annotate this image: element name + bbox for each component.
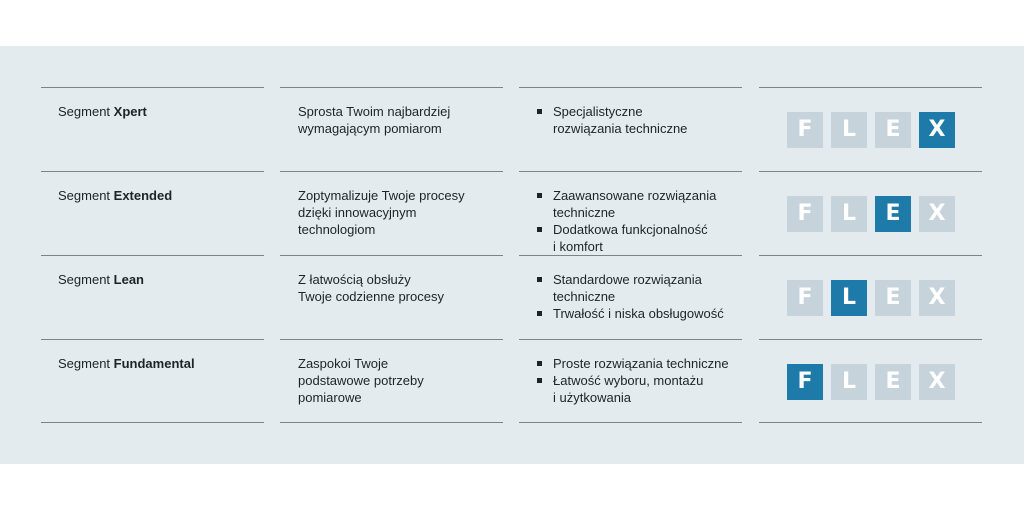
flex-letter-l: L (831, 364, 867, 400)
flex-letter-x: X (919, 364, 955, 400)
description-line: pomiarowe (298, 390, 362, 405)
flex-cell (759, 255, 982, 338)
segment-label (58, 356, 195, 371)
description-line: Sprosta Twoim najbardziej (298, 104, 451, 119)
description-line: Zaspokoi Twoje (298, 356, 389, 371)
segment-label (58, 188, 172, 203)
flex-letter-e: E (875, 280, 911, 316)
flex-letter-e: E (875, 364, 911, 400)
description-line: wymagającym pomiarom (298, 121, 442, 136)
feature-list (535, 355, 740, 406)
flex-letter-x: X (919, 280, 955, 316)
description-text (298, 355, 498, 406)
segment-name: Fundamental (113, 356, 195, 371)
bullet-icon (537, 378, 542, 383)
feature-line: rozwiązania techniczne (553, 121, 688, 136)
features-cell (519, 339, 742, 423)
flex-letter-f: F (787, 112, 823, 148)
segment-prefix: Segment (58, 104, 114, 119)
flex-indicator-column (759, 87, 982, 423)
feature-list (535, 103, 740, 137)
segment-cell (41, 255, 264, 338)
features-cell (519, 171, 742, 254)
features-cell (519, 87, 742, 170)
flex-letter-x-active: X (919, 112, 955, 148)
flex-cell (759, 87, 982, 170)
segment-cell (41, 171, 264, 254)
flex-letter-f: F (787, 280, 823, 316)
description-text (298, 103, 498, 137)
feature-line: i komfort (553, 239, 603, 254)
segment-cell (41, 87, 264, 170)
feature-line: techniczne (553, 289, 616, 304)
feature-line: Dodatkowa funkcjonalność (553, 222, 708, 237)
description-cell (280, 339, 503, 423)
feature-item (535, 187, 740, 221)
description-cell (280, 171, 503, 254)
segment-comparison-panel (0, 46, 1024, 464)
description-line: technologiom (298, 222, 376, 237)
description-cell (280, 255, 503, 338)
segment-label (58, 104, 147, 119)
description-cell (280, 87, 503, 170)
flex-cell (759, 171, 982, 254)
segment-name-column (41, 87, 264, 423)
segment-cell (41, 339, 264, 423)
bullet-icon (537, 109, 542, 114)
flex-letter-l: L (831, 112, 867, 148)
feature-item (535, 103, 740, 137)
description-line: Twoje codzienne procesy (298, 289, 444, 304)
description-line: Z łatwością obsłuży (298, 272, 411, 287)
bullet-icon (537, 361, 542, 366)
feature-line: Proste rozwiązania techniczne (553, 356, 729, 371)
segment-prefix: Segment (58, 356, 114, 371)
flex-letter-f-active: F (787, 364, 823, 400)
bullet-icon (537, 311, 542, 316)
feature-line: Standardowe rozwiązania (553, 272, 702, 287)
feature-item (535, 271, 740, 305)
flex-cell (759, 339, 982, 423)
features-cell (519, 255, 742, 338)
feature-line: Łatwość wyboru, montażu (553, 373, 704, 388)
segment-prefix: Segment (58, 188, 114, 203)
feature-list (535, 187, 740, 255)
segment-name: Xpert (113, 104, 147, 119)
feature-line: Trwałość i niska obsługowość (553, 306, 724, 321)
bullet-icon (537, 277, 542, 282)
feature-list (535, 271, 740, 322)
segment-prefix: Segment (58, 272, 114, 287)
flex-letter-x: X (919, 196, 955, 232)
description-line: Zoptymalizuje Twoje procesy (298, 188, 465, 203)
flex-letter-f: F (787, 196, 823, 232)
flex-letter-e: E (875, 112, 911, 148)
segment-label (58, 272, 144, 287)
feature-line: techniczne (553, 205, 616, 220)
description-text (298, 271, 498, 305)
bullet-icon (537, 193, 542, 198)
feature-item (535, 355, 740, 372)
description-text (298, 187, 498, 238)
feature-line: Zaawansowane rozwiązania (553, 188, 717, 203)
feature-item (535, 305, 740, 322)
feature-line: i użytkowania (553, 390, 632, 405)
flex-letter-l-active: L (831, 280, 867, 316)
feature-line: Specjalistyczne (553, 104, 643, 119)
flex-letter-l: L (831, 196, 867, 232)
flex-letter-e-active: E (875, 196, 911, 232)
feature-item (535, 372, 740, 406)
feature-item (535, 221, 740, 255)
description-line: dzięki innowacyjnym (298, 205, 417, 220)
segment-name: Extended (113, 188, 173, 203)
description-line: podstawowe potrzeby (298, 373, 424, 388)
bullet-icon (537, 227, 542, 232)
segment-name: Lean (113, 272, 144, 287)
description-column (280, 87, 503, 423)
features-column (519, 87, 742, 423)
